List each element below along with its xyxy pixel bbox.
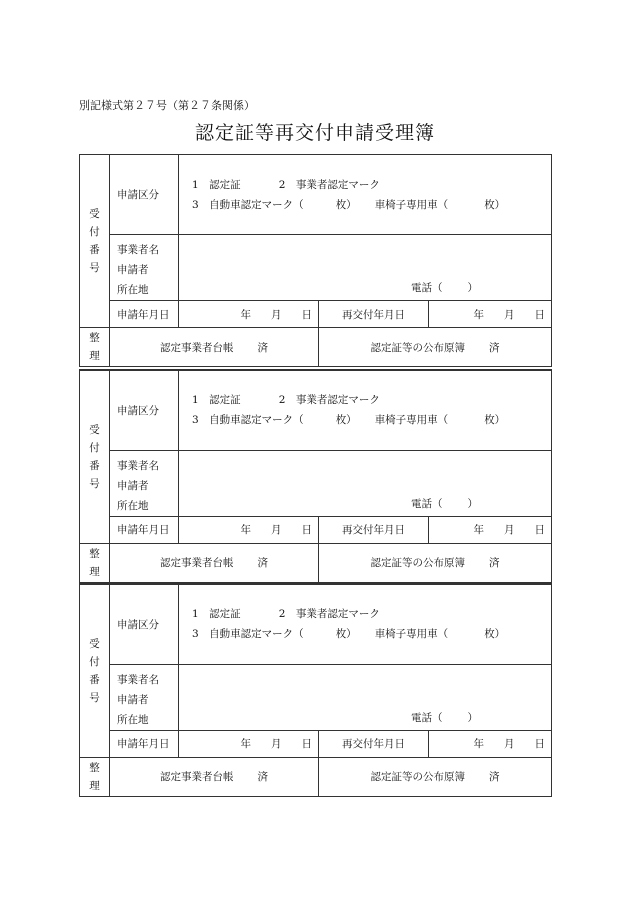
option-vehicle-mark[interactable]: 3 自動車認定マーク（: [192, 414, 304, 427]
phone-field[interactable]: 電話（ ）: [411, 711, 478, 724]
option-certificate[interactable]: 1 認定証: [192, 608, 241, 621]
application-category-label: 申請区分: [110, 584, 179, 664]
application-date-label: 申請年月日: [110, 516, 179, 543]
reissue-date-field[interactable]: 年 月 日: [429, 730, 552, 757]
receipt-number-label: 受 付 番 号: [80, 370, 110, 543]
reissue-date-label: 再交付年月日: [319, 301, 429, 328]
arrangement-label: 整 理: [80, 757, 110, 796]
option-wheelchair-vehicle[interactable]: 車椅子専用車（: [374, 414, 449, 427]
option-vehicle-mark[interactable]: 3 自動車認定マーク（: [192, 628, 304, 641]
option-certificate[interactable]: 1 認定証: [192, 178, 241, 191]
document-title: 認定証等再交付申請受理簿: [194, 122, 435, 144]
issuance-ledger-check[interactable]: 認定証等の公布原簿 済: [319, 757, 552, 796]
reissue-date-field[interactable]: 年 月 日: [429, 516, 552, 543]
issuance-ledger-check[interactable]: 認定証等の公布原簿 済: [319, 328, 552, 367]
application-category-label: 申請区分: [110, 155, 179, 235]
phone-field[interactable]: 電話（ ）: [411, 497, 478, 510]
application-category-options[interactable]: 1 認定証 2 事業者認定マーク 3 自動車認定マーク（ 枚） 車椅子専用車（ 枚）: [179, 155, 552, 235]
operator-register-check[interactable]: 認定事業者台帳 済: [110, 757, 319, 796]
applicant-info-field[interactable]: [179, 450, 552, 516]
reissue-date-label: 再交付年月日: [319, 730, 429, 757]
record-block-2: [79, 369, 552, 583]
option-vehicle-mark[interactable]: 3 自動車認定マーク（: [192, 198, 304, 211]
application-category-options[interactable]: 1 認定証 2 事業者認定マーク 3 自動車認定マーク（ 枚） 車椅子専用車（ 枚）: [179, 584, 552, 664]
application-date-label: 申請年月日: [110, 301, 179, 328]
option-operator-mark[interactable]: 2 事業者認定マーク: [278, 394, 380, 407]
receipt-number-label: 受 付 番 号: [80, 155, 110, 328]
record-block-1: [79, 154, 552, 367]
applicant-info-field[interactable]: [179, 235, 552, 301]
receipt-number-label: 受 付 番 号: [80, 584, 110, 757]
applicant-info-field[interactable]: [179, 664, 552, 730]
application-date-label: 申請年月日: [110, 730, 179, 757]
option-certificate[interactable]: 1 認定証: [192, 394, 241, 407]
application-category-options[interactable]: 1 認定証 2 事業者認定マーク 3 自動車認定マーク（ 枚） 車椅子専用車（ 枚）: [179, 370, 552, 450]
application-date-field[interactable]: 年 月 日: [179, 301, 319, 328]
option-operator-mark[interactable]: 2 事業者認定マーク: [278, 608, 380, 621]
option-wheelchair-vehicle[interactable]: 車椅子専用車（: [374, 198, 449, 211]
application-category-label: 申請区分: [110, 370, 179, 450]
operator-register-check[interactable]: 認定事業者台帳 済: [110, 543, 319, 582]
reissue-date-field[interactable]: 年 月 日: [429, 301, 552, 328]
applicant-info-labels: 事業者名 申請者 所在地: [110, 450, 179, 516]
applicant-info-labels: 事業者名 申請者 所在地: [110, 664, 179, 730]
record-block-3: [79, 583, 552, 797]
issuance-ledger-check[interactable]: 認定証等の公布原簿 済: [319, 543, 552, 582]
operator-register-check[interactable]: 認定事業者台帳 済: [110, 328, 319, 367]
applicant-info-labels: 事業者名 申請者 所在地: [110, 235, 179, 301]
arrangement-label: 整 理: [80, 328, 110, 367]
arrangement-label: 整 理: [80, 543, 110, 582]
form-reference: 別記様式第２７号（第２７条関係）: [79, 99, 255, 112]
phone-field[interactable]: 電話（ ）: [411, 282, 478, 294]
option-operator-mark[interactable]: 2 事業者認定マーク: [278, 178, 380, 191]
reissue-date-label: 再交付年月日: [319, 516, 429, 543]
option-wheelchair-vehicle[interactable]: 車椅子専用車（: [374, 628, 449, 641]
application-date-field[interactable]: 年 月 日: [179, 730, 319, 757]
application-date-field[interactable]: 年 月 日: [179, 516, 319, 543]
